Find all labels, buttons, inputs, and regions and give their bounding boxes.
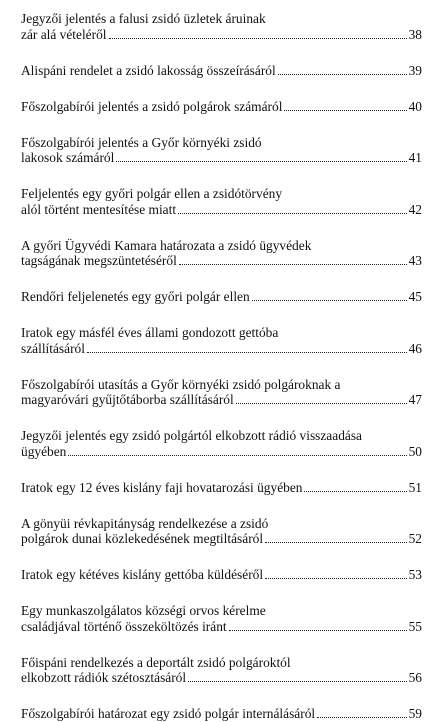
toc-entry-last-line [21, 619, 422, 635]
toc-entry [21, 99, 422, 115]
toc-entry [21, 238, 422, 269]
toc-entry-title-line: tagságának megszüntetéséről [21, 253, 177, 268]
dot-leader [188, 681, 407, 682]
toc-entry-title-line: zár alá vételéről [21, 26, 107, 42]
toc-entry-title-line: polgárok dunai közlekedésének megtiltásáról [21, 531, 264, 546]
toc-page-number: 47 [408, 392, 422, 407]
toc-entry-last-line [21, 480, 422, 496]
toc-entry-title-line: lakosok számáról [21, 150, 115, 165]
dot-leader [116, 161, 406, 162]
dot-leader [265, 578, 407, 579]
toc-entry [21, 289, 422, 305]
toc-entry-last-line [21, 253, 422, 269]
toc-page-number: 50 [408, 443, 422, 459]
toc-entry [21, 377, 422, 408]
toc-entry-last-line [21, 444, 422, 460]
toc-entry [21, 603, 422, 634]
toc-entry [21, 186, 422, 217]
toc-entry-title-line: alól történt mentesítése miatt [21, 201, 177, 217]
toc-entry-last-line [21, 392, 422, 408]
toc-entry [21, 63, 422, 79]
table-of-contents [21, 11, 422, 722]
toc-entry-title-line: magyaróvári gyűjtőtáborba szállításáról [21, 392, 234, 407]
dot-leader [304, 491, 406, 492]
toc-entry-title-line: Iratok egy másfél éves állami gondozott gettóba [21, 325, 279, 340]
toc-entry [21, 480, 422, 496]
dot-leader [229, 630, 407, 631]
toc-entry-title-line: Jegyzői jelentés a falusi zsidó üzletek áruinak [21, 11, 266, 26]
toc-page-number: 46 [408, 340, 422, 356]
dot-leader [317, 717, 406, 718]
toc-entry [21, 516, 422, 547]
toc-entry-title-line: A gönyüi révkapitányság rendelkezése a zsidó [21, 515, 269, 531]
dot-leader [252, 300, 407, 301]
toc-entry-title-line: Feljelentés egy győri polgár ellen a zsidótörvény [21, 186, 283, 201]
toc-entry [21, 428, 422, 459]
dot-leader [265, 542, 407, 543]
toc-page-number: 42 [408, 201, 422, 217]
toc-page-number: 38 [408, 26, 422, 42]
dot-leader [284, 110, 406, 111]
toc-entry-title-line: Főispáni rendelkezés a deportált zsidó polgároktól [21, 654, 291, 670]
toc-entry-title-line: Főszolgabírói utasítás a Győr környéki zsidó polgároknak a [21, 376, 341, 392]
toc-entry-title-line: Iratok egy 12 éves kislány faji hovatarozási ügyében [21, 479, 303, 495]
toc-entry-title-line: A győri Ügyvédi Kamara határozata a zsidó ügyvédek [21, 237, 312, 253]
toc-entry-last-line [21, 531, 422, 547]
toc-entry-title-line: szállításáról [21, 340, 85, 356]
toc-page-number: 51 [408, 479, 422, 495]
toc-entry [21, 567, 422, 583]
toc-entry-last-line [21, 150, 422, 166]
toc-page-number: 56 [408, 670, 422, 685]
toc-entry-title-line: Főszolgabírói határozat egy zsidó polgár internálásáról [21, 706, 316, 721]
toc-page-number: 59 [408, 706, 422, 721]
toc-page-number: 41 [408, 150, 422, 165]
toc-entry [21, 655, 422, 686]
toc-entry-last-line [21, 27, 422, 43]
dot-leader [178, 213, 407, 214]
toc-entry-last-line [21, 202, 422, 218]
toc-entry-last-line [21, 63, 422, 79]
toc-entry-title-line: Rendőri feljelenetés egy győri polgár ellen [21, 289, 250, 304]
dot-leader [278, 74, 407, 75]
toc-entry-last-line [21, 706, 422, 722]
toc-entry-last-line [21, 289, 422, 305]
toc-entry [21, 706, 422, 722]
toc-page-number: 53 [408, 567, 422, 582]
toc-page-number: 39 [408, 62, 422, 78]
toc-page-number: 43 [408, 253, 422, 268]
toc-page-number: 52 [408, 531, 422, 546]
dot-leader [109, 38, 407, 39]
toc-entry-title-line: elkobzott rádiók szétosztásáról [21, 670, 187, 685]
toc-entry [21, 135, 422, 166]
toc-entry-title-line: Főszolgabírói jelentés a zsidó polgárok számáról [21, 98, 283, 114]
toc-entry-last-line [21, 99, 422, 115]
toc-entry-title-line: Alispáni rendelet a zsidó lakosság összeírásáról [21, 62, 276, 78]
toc-entry-title-line: Egy munkaszolgálatos községi orvos kérelme [21, 603, 266, 618]
toc-entry-title-line: Iratok egy kétéves kislány gettóba küldéséről [21, 567, 264, 582]
dot-leader [68, 455, 406, 456]
toc-page-number: 40 [408, 98, 422, 114]
toc-entry-last-line [21, 341, 422, 357]
toc-entry-title-line: ügyében [21, 443, 67, 459]
toc-entry-title-line: családjával történő összeköltözés iránt [21, 618, 227, 634]
toc-entry-last-line [21, 567, 422, 583]
toc-entry-title-line: Főszolgabírói jelentés a Győr környéki zsidó [21, 134, 262, 150]
toc-page-number: 55 [408, 618, 422, 634]
toc-page-number: 45 [408, 289, 422, 304]
dot-leader [236, 403, 407, 404]
toc-entry-last-line [21, 670, 422, 686]
toc-entry [21, 325, 422, 356]
toc-entry [21, 11, 422, 42]
toc-entry-title-line: Jegyzői jelentés egy zsidó polgártól elkobzott rádió visszaadása [21, 428, 362, 443]
dot-leader [87, 352, 407, 353]
dot-leader [179, 264, 407, 265]
